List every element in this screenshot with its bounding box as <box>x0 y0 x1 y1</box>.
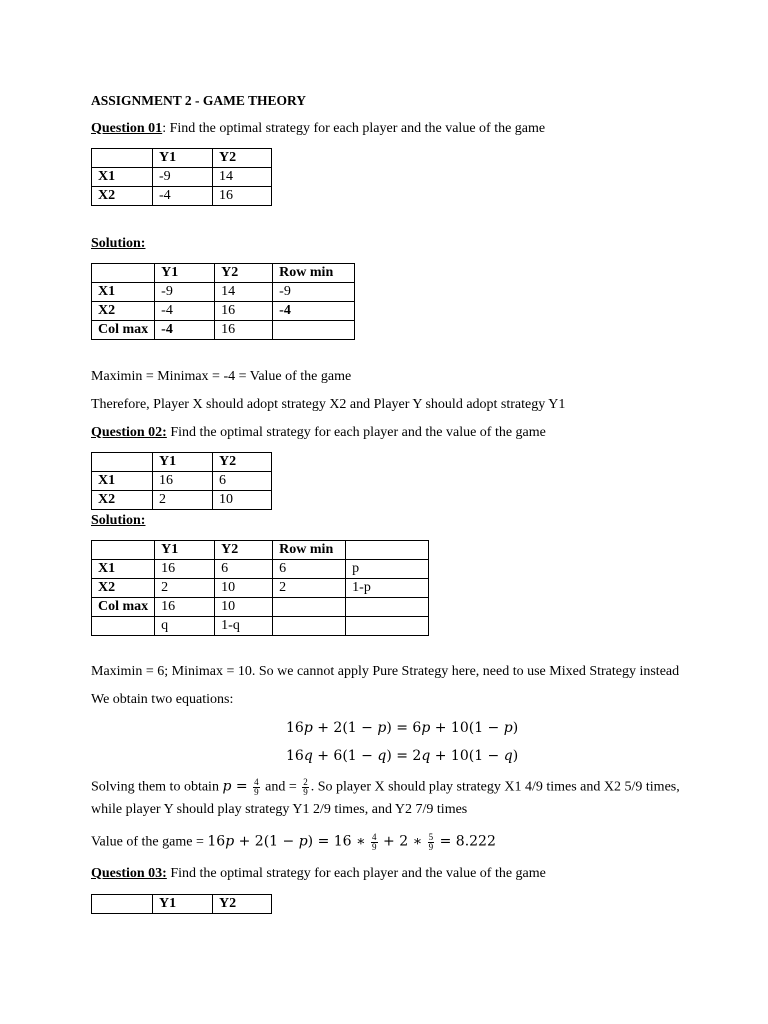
fraction-numerator: 2 <box>303 777 308 787</box>
table-cell <box>273 598 346 617</box>
table-header-row <box>92 895 272 914</box>
table-cell: -9 <box>273 283 355 302</box>
table-cell: -4 <box>155 302 215 321</box>
table-cell: Y2 <box>213 895 272 914</box>
table-cell: 2 <box>155 579 215 598</box>
table-cell: 2 <box>273 579 346 598</box>
p-fraction <box>253 778 260 797</box>
value-label: Value of the game = <box>91 834 204 850</box>
table-cell <box>346 541 429 560</box>
table-header-row <box>92 541 429 560</box>
solving-result-text: . So player X should play strategy X1 4/9 times and X2 5/9 times, <box>310 779 680 795</box>
value-of-game-line <box>91 833 496 852</box>
table-cell: Y2 <box>213 453 272 472</box>
table-cell: p <box>346 560 429 579</box>
table-cell <box>92 149 153 168</box>
table-cell: 16 <box>155 598 215 617</box>
solving-line-2: while player Y should play strategy Y1 2/9 times, and Y2 7/9 times <box>91 802 468 817</box>
solving-text: Solving them to obtain <box>91 779 219 795</box>
table-row <box>92 579 429 598</box>
question-03-text: Find the optimal strategy for each player and the value of the game <box>166 866 546 881</box>
equation-1: 16p + 2(1 − p) = 6p + 10(1 − p) <box>286 720 519 736</box>
solution-02-table <box>91 540 429 636</box>
table-cell: Y1 <box>153 895 213 914</box>
question-01-text: : Find the optimal strategy for each player and the value of the game <box>162 121 546 136</box>
table-cell <box>273 617 346 636</box>
equation-2: 16q + 6(1 − q) = 2q + 10(1 − q) <box>286 748 519 764</box>
page-title: ASSIGNMENT 2 - GAME THEORY <box>91 93 307 108</box>
solution-02-label: Solution: <box>91 513 146 528</box>
fraction-denominator: 9 <box>254 787 259 797</box>
table-cell: Col max <box>92 321 155 340</box>
table-row <box>92 598 429 617</box>
table-cell <box>92 453 153 472</box>
solution-02-line-2: We obtain two equations: <box>91 692 234 707</box>
table-cell: 16 <box>213 187 272 206</box>
table-cell: X2 <box>92 302 155 321</box>
table-cell: X1 <box>92 283 155 302</box>
solution-01-line-1: Maximin = Minimax = -4 = Value of the game <box>91 369 352 384</box>
table-cell <box>92 264 155 283</box>
question-01 <box>91 121 545 137</box>
table-cell: Y2 <box>213 149 272 168</box>
table-cell: X2 <box>92 579 155 598</box>
table-cell: Row min <box>273 541 346 560</box>
solution-01-table <box>91 263 355 340</box>
table-header-row <box>92 149 272 168</box>
question-02-label: Question 02: <box>91 425 167 440</box>
table-row <box>92 617 429 636</box>
table-cell: 1-q <box>215 617 273 636</box>
table-cell: 16 <box>155 560 215 579</box>
fraction-numerator: 5 <box>428 832 434 842</box>
question-02-table <box>91 452 272 510</box>
fraction-denominator: 9 <box>372 842 377 852</box>
question-03 <box>91 866 546 882</box>
question-03-label: Question 03: <box>91 866 167 881</box>
table-row <box>92 560 429 579</box>
table-cell: 16 <box>215 302 273 321</box>
table-cell: Y2 <box>215 541 273 560</box>
fraction-numerator: 4 <box>372 832 377 842</box>
table-cell: -4 <box>273 302 355 321</box>
table-row <box>92 283 355 302</box>
question-02 <box>91 425 546 441</box>
and-text: and = <box>265 779 297 795</box>
table-cell: -4 <box>153 187 213 206</box>
table-row <box>92 491 272 510</box>
q-fraction <box>302 778 309 797</box>
table-cell: 10 <box>213 491 272 510</box>
table-header-row <box>92 264 355 283</box>
table-cell: 16 <box>153 472 213 491</box>
table-row <box>92 321 355 340</box>
fraction-numerator: 4 <box>254 777 259 787</box>
table-cell <box>273 321 355 340</box>
table-cell: 14 <box>215 283 273 302</box>
table-header-row <box>92 453 272 472</box>
table-cell: 10 <box>215 598 273 617</box>
table-row <box>92 187 272 206</box>
question-03-table <box>91 894 272 914</box>
fraction-denominator: 9 <box>303 787 308 797</box>
table-cell: X1 <box>92 560 155 579</box>
table-cell: -9 <box>153 168 213 187</box>
table-cell: q <box>155 617 215 636</box>
table-cell: 16 <box>215 321 273 340</box>
table-cell: X2 <box>92 187 153 206</box>
solution-01-line-2: Therefore, Player X should adopt strategy X2 and Player Y should adopt strategy Y1 <box>91 397 566 412</box>
table-cell: 2 <box>153 491 213 510</box>
table-cell: Row min <box>273 264 355 283</box>
question-01-label: Question 01 <box>91 121 163 136</box>
table-cell <box>92 541 155 560</box>
value-result: = 8.222 <box>439 833 496 850</box>
table-cell: Y1 <box>153 149 213 168</box>
value-fraction-2 <box>428 833 435 852</box>
table-row <box>92 472 272 491</box>
table-cell <box>346 598 429 617</box>
table-cell: 14 <box>213 168 272 187</box>
table-cell: Y1 <box>155 541 215 560</box>
solution-02-line-1: Maximin = 6; Minimax = 10. So we cannot apply Pure Strategy here, need to use Mixed Strategy instead <box>91 664 680 679</box>
table-cell: 6 <box>215 560 273 579</box>
table-cell: X1 <box>92 472 153 491</box>
value-expression-mid: + 2 ∗ <box>383 833 423 850</box>
table-cell: Y2 <box>215 264 273 283</box>
table-cell: 10 <box>215 579 273 598</box>
value-expression: 16p + 2(1 − p) = 16 ∗ <box>207 833 366 850</box>
value-fraction-1 <box>371 833 378 852</box>
table-cell: 1-p <box>346 579 429 598</box>
fraction-denominator: 9 <box>428 842 434 852</box>
table-cell: Y1 <box>155 264 215 283</box>
table-cell: X1 <box>92 168 153 187</box>
question-02-text: Find the optimal strategy for each player and the value of the game <box>166 425 546 440</box>
solution-01-label: Solution: <box>91 236 146 251</box>
p-symbol: p = <box>222 778 248 795</box>
table-row <box>92 302 355 321</box>
table-cell <box>92 617 155 636</box>
table-cell: 6 <box>273 560 346 579</box>
table-row <box>92 168 272 187</box>
question-01-table <box>91 148 272 206</box>
table-cell: 6 <box>213 472 272 491</box>
table-cell <box>92 895 153 914</box>
table-cell: Col max <box>92 598 155 617</box>
solving-line <box>91 778 680 797</box>
table-cell <box>346 617 429 636</box>
table-cell: Y1 <box>153 453 213 472</box>
table-cell: -9 <box>155 283 215 302</box>
table-cell: X2 <box>92 491 153 510</box>
table-cell: -4 <box>155 321 215 340</box>
